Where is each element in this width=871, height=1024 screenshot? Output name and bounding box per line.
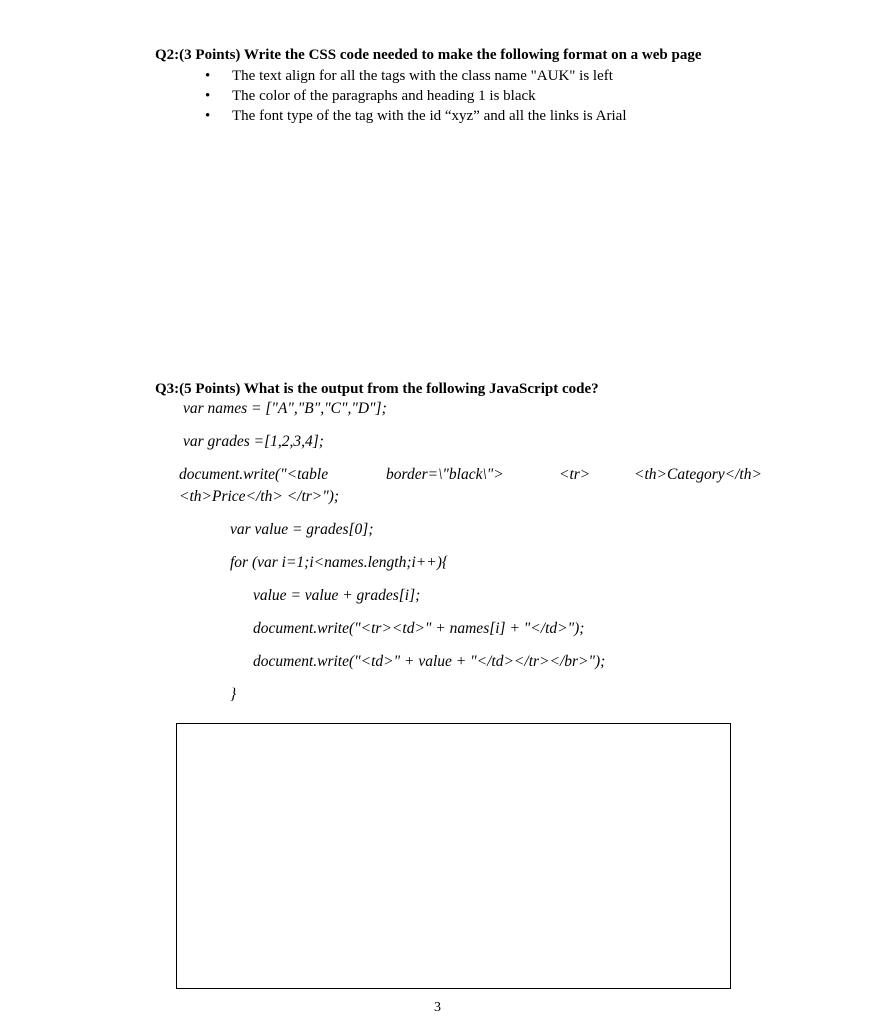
code-write-table-part3: <tr>	[559, 466, 591, 483]
list-item	[205, 86, 626, 106]
list-item	[205, 66, 626, 86]
bullet-icon: •	[205, 88, 211, 104]
bullet-text: The color of the paragraphs and heading 1 is black	[232, 88, 536, 104]
code-close-brace: }	[230, 686, 237, 703]
code-for-line: for (var i=1;i<names.length;i++){	[230, 554, 449, 571]
answer-box[interactable]	[176, 723, 731, 989]
bullet-text: The font type of the tag with the id “xyz” and all the links is Arial	[232, 108, 627, 124]
code-sum-line: value = value + grades[i];	[253, 587, 421, 604]
page-number: 3	[434, 1000, 441, 1015]
code-write-table-part2: border=\"black\">	[386, 466, 504, 483]
q2-bullet-list	[205, 66, 626, 126]
bullet-icon: •	[205, 108, 211, 124]
code-write-name-line: document.write("<tr><td>" + names[i] + "</td>");	[253, 620, 585, 637]
code-write-table-part1: document.write("<table	[179, 466, 329, 483]
code-write-table-cont: <th>Price</th> </tr>");	[179, 488, 340, 505]
bullet-text: The text align for all the tags with the class name "AUK" is left	[232, 68, 613, 84]
code-write-value-line: document.write("<td>" + value + "</td></tr></br>");	[253, 653, 606, 670]
bullet-icon: •	[205, 68, 211, 84]
code-write-table-part4: <th>Category</th>	[634, 466, 762, 483]
code-names-line: var names = ["A","B","C","D"];	[183, 400, 387, 417]
q3-heading: Q3:(5 Points) What is the output from the following JavaScript code?	[155, 381, 599, 397]
code-grades-line: var grades =[1,2,3,4];	[183, 433, 324, 450]
code-value-line: var value = grades[0];	[230, 521, 374, 538]
q2-heading: Q2:(3 Points) Write the CSS code needed to make the following format on a web page	[155, 47, 702, 63]
list-item	[205, 106, 626, 126]
